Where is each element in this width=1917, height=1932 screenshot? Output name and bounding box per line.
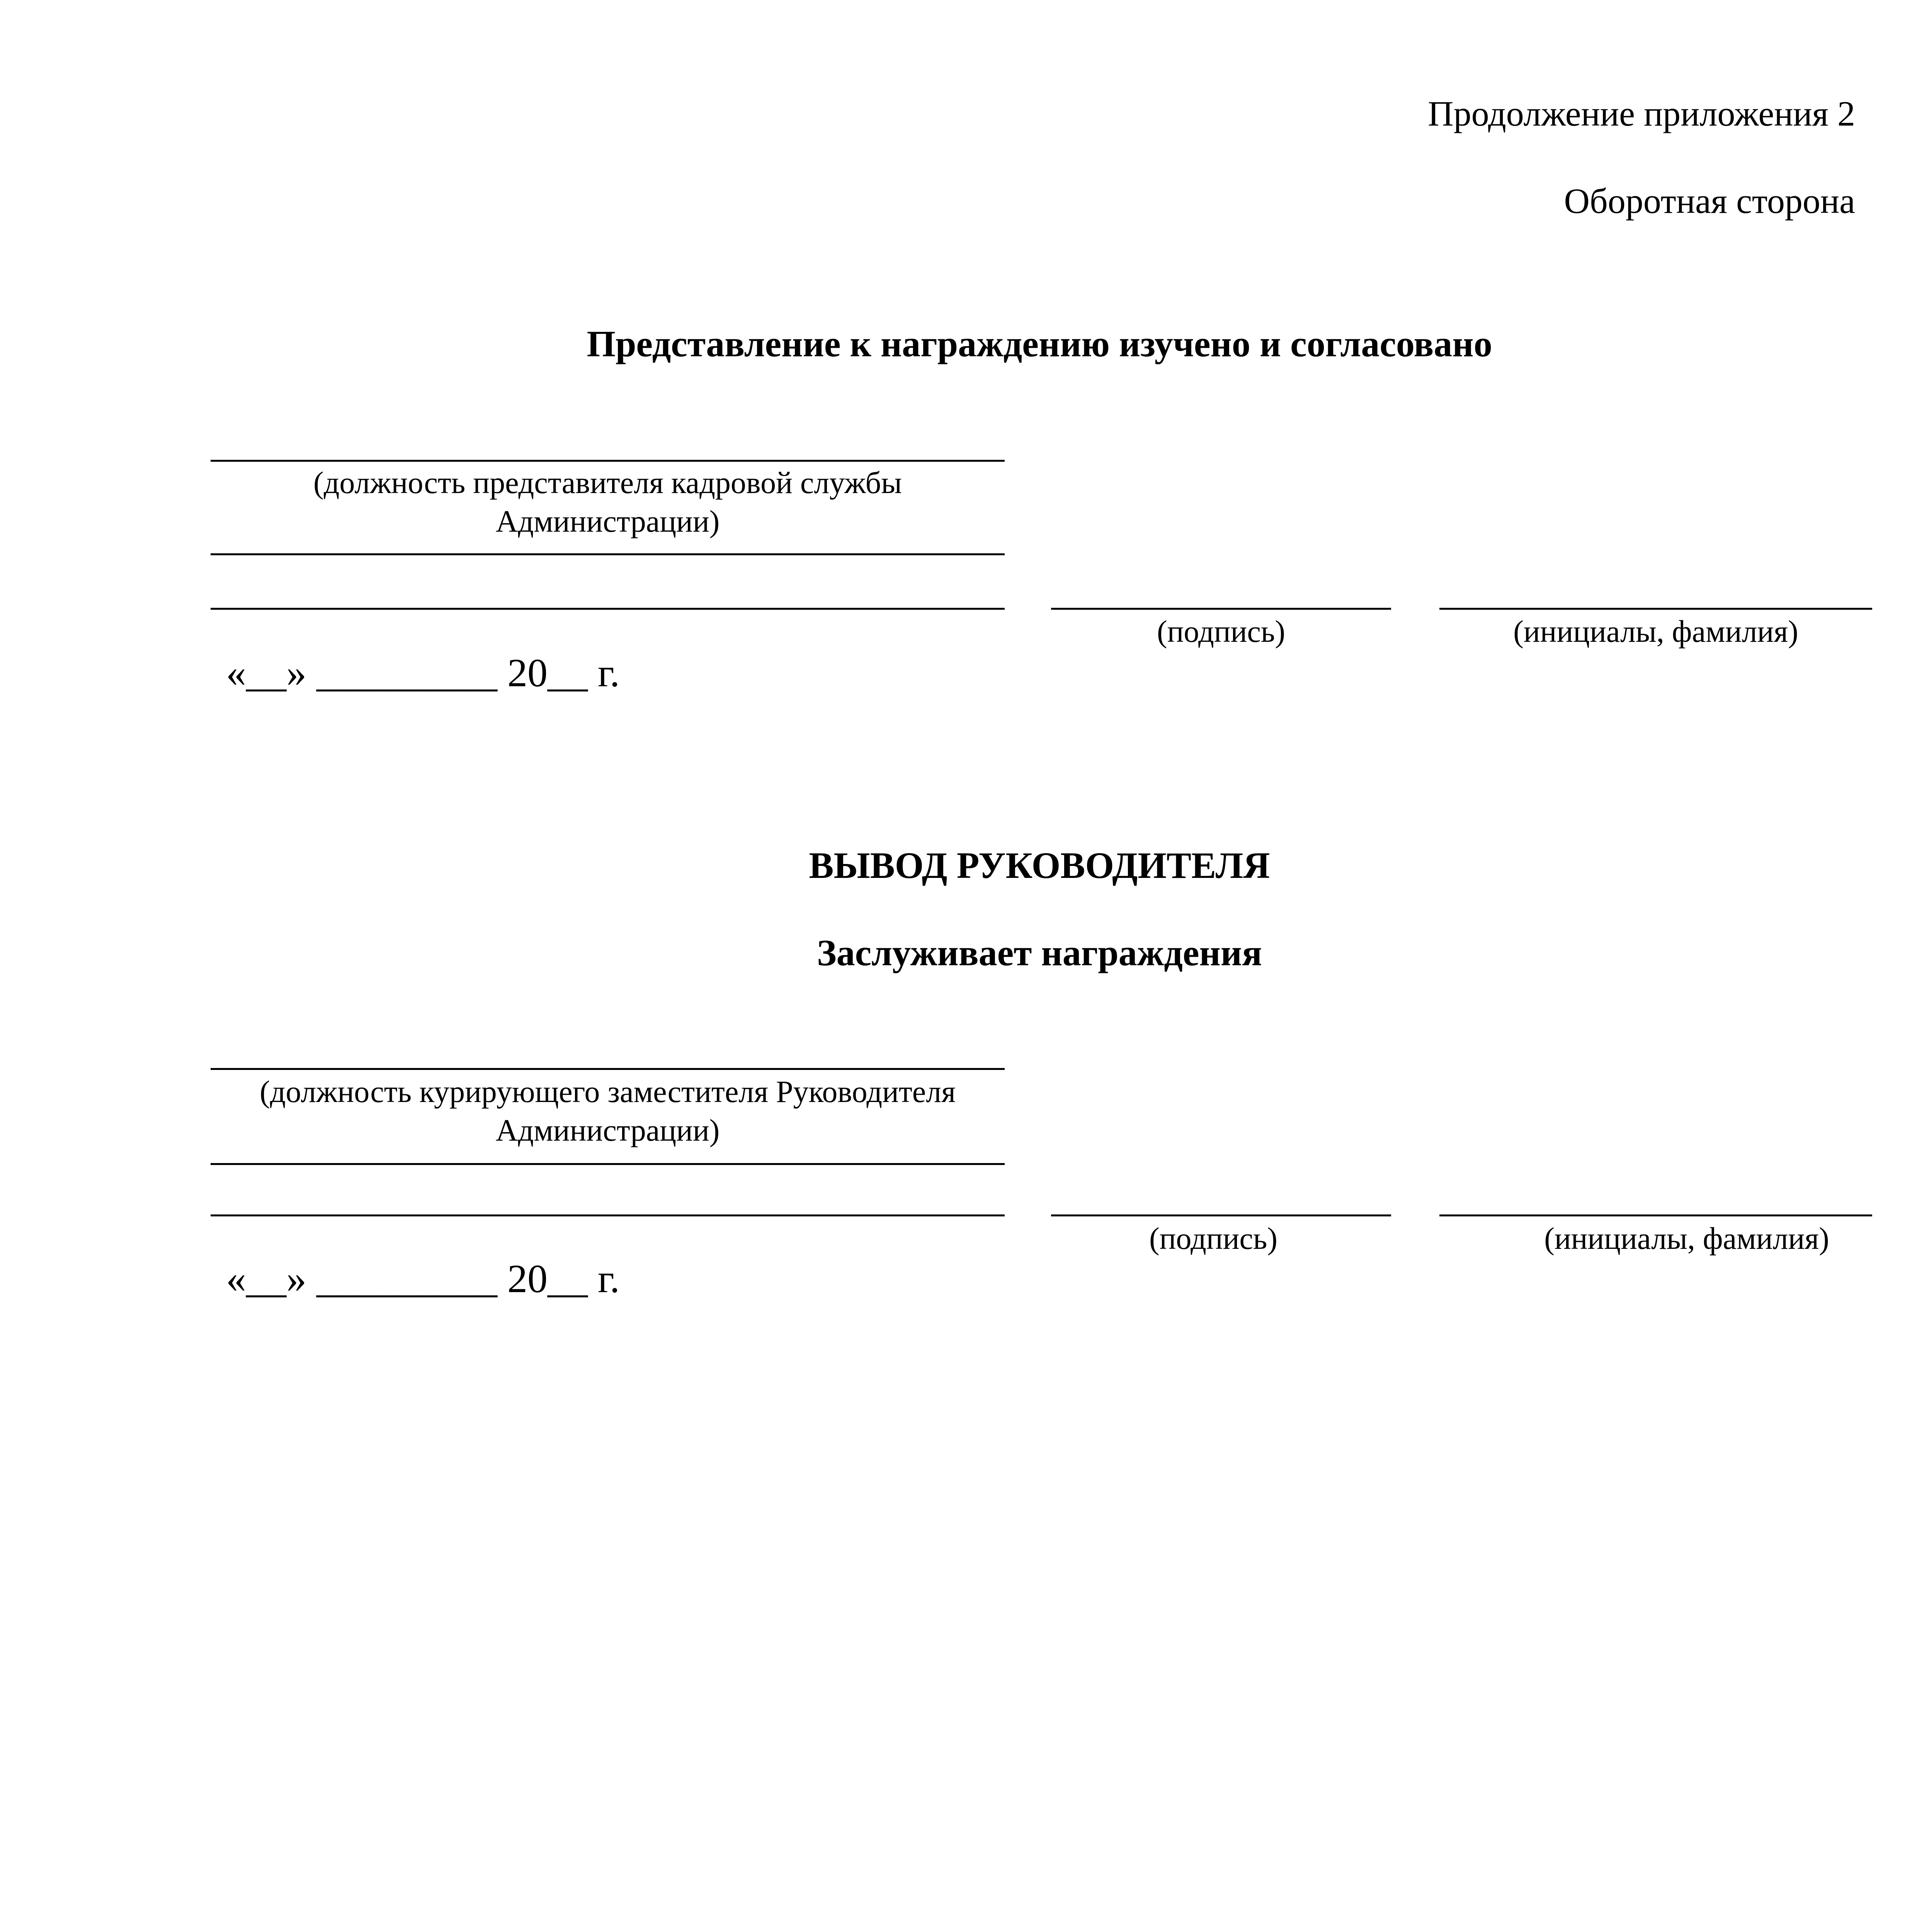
hr-name-caption: (инициалы, фамилия) [1513, 615, 1798, 649]
head-position-line-3[interactable] [211, 1214, 1005, 1216]
hr-position-line[interactable] [211, 460, 1005, 462]
hr-signature-line[interactable] [1051, 608, 1391, 610]
head-name-caption: (инициалы, фамилия) [1544, 1222, 1829, 1256]
head-conclusion-title: ВЫВОД РУКОВОДИТЕЛЯ [809, 845, 1270, 886]
head-position-line-2[interactable] [211, 1163, 1005, 1165]
reverse-side-label: Оборотная сторона [1564, 181, 1855, 221]
head-position-caption: (должность курирующего заместителя Руководителя [259, 1075, 956, 1109]
hr-position-caption-cont: Администрации) [495, 505, 720, 539]
hr-position-caption: (должность представителя кадровой службы [313, 466, 902, 500]
hr-date-field[interactable]: «__» _________ 20__ г. [226, 651, 620, 695]
head-name-line[interactable] [1439, 1214, 1872, 1216]
appendix-continuation-label: Продолжение приложения 2 [1428, 94, 1855, 133]
head-signature-caption: (подпись) [1149, 1222, 1278, 1256]
head-date-field[interactable]: «__» _________ 20__ г. [226, 1257, 620, 1301]
head-position-caption-cont: Администрации) [495, 1114, 720, 1148]
hr-position-line-3[interactable] [211, 608, 1005, 610]
head-position-line[interactable] [211, 1068, 1005, 1070]
head-conclusion-subtitle: Заслуживает награждения [816, 932, 1262, 973]
hr-signature-caption: (подпись) [1157, 615, 1286, 649]
approval-title: Представление к награждению изучено и согласовано [587, 323, 1492, 364]
hr-position-line-2[interactable] [211, 553, 1005, 555]
head-signature-line[interactable] [1051, 1214, 1391, 1216]
hr-name-line[interactable] [1439, 608, 1872, 610]
